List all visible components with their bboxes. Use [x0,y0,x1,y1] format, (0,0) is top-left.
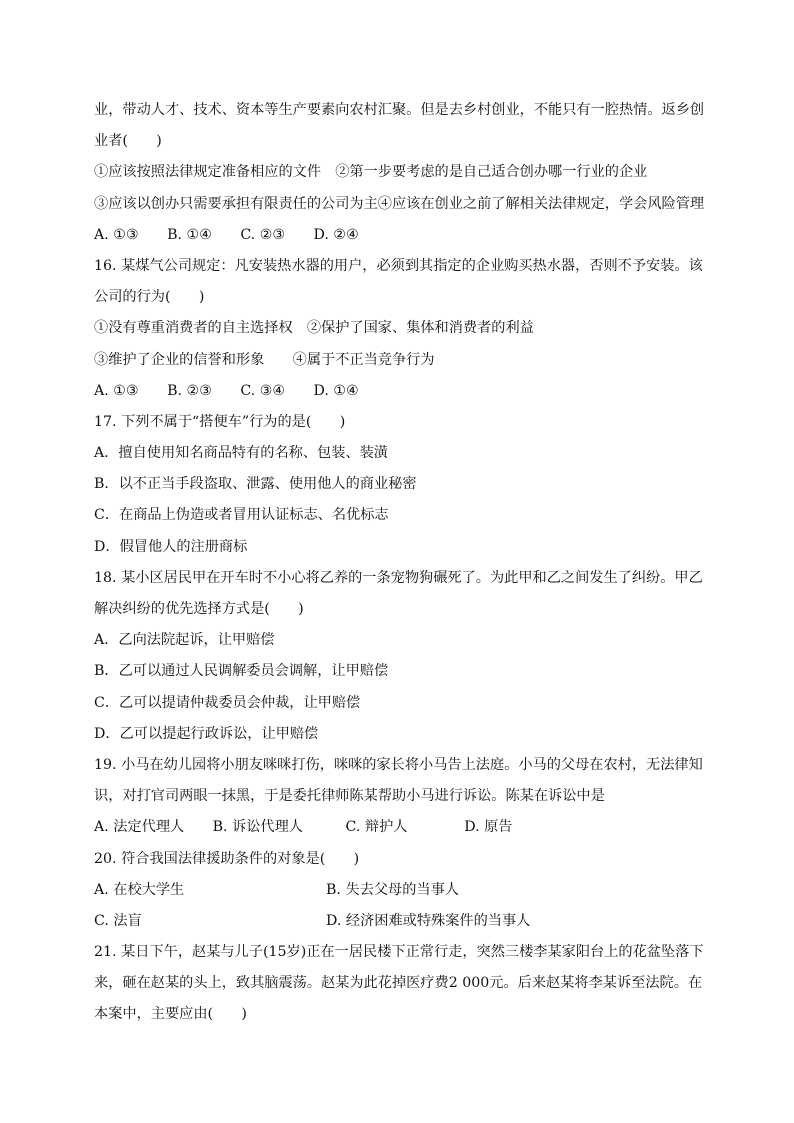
option-b: B．乙可以通过人民调解委员会调解，让甲赔偿 [94,663,389,680]
option-d: D．假冒他人的注册商标 [94,538,248,555]
option-c: C．在商品上伪造或者冒用认证标志、名优标志 [94,507,389,524]
question-text-block [94,95,704,1031]
text-line: 来，砸在赵某的头上，致其脑震荡。赵某为此花掉医疗费2 000元。后来赵某将李某诉至法院。在 [94,975,703,992]
text-line: 业者( ) [94,133,162,150]
option-c: C. 法盲 [94,912,142,929]
question-17: 17. 下列不属于“搭便车”行为的是( ) [94,413,346,430]
option-line: ①没有尊重消费者的自主选择权 ②保护了国家、集体和消费者的利益 [94,320,534,337]
text-line: 解决纠纷的优先选择方式是( ) [94,601,304,617]
text-line: 本案中，主要应由( ) [94,1006,247,1023]
option-row [94,875,704,906]
option-a: A. 在校大学生 [94,881,185,898]
answer-choices: A. 法定代理人 B. 诉讼代理人 C. 辩护人 D. 原告 [94,819,513,836]
answer-choices: A. ①③ B. ①④ C. ②③ D. ②④ [94,226,359,243]
question-16: 16. 某煤气公司规定：凡安装热水器的用户，必须到其指定的企业购买热水器，否则不予安装。该 [94,257,703,274]
option-b: B. 失去父母的当事人 [326,881,459,898]
option-a: A．擅自使用知名商品特有的名称、包装、装潢 [94,445,388,462]
option-a: A．乙向法院起诉，让甲赔偿 [94,632,275,649]
option-line: ③维护了企业的信誉和形象 ④属于不正当竞争行为 [94,351,435,368]
option-c: C．乙可以提请仲裁委员会仲裁，让甲赔偿 [94,694,361,711]
option-b: B．以不正当手段盗取、泄露、使用他人的商业秘密 [94,476,417,493]
text-line: 业，带动人才、技术、资本等生产要素向农村汇聚。但是去乡村创业，不能只有一腔热情。返乡创 [94,102,705,118]
question-20: 20. 符合我国法律援助条件的对象是( ) [94,850,360,867]
option-line: ①应该按照法律规定准备相应的文件 ②第一步要考虑的是自己适合创办哪一行业的企业 [94,164,648,181]
answer-choices: A. ①③ B. ②③ C. ③④ D. ①④ [94,382,359,399]
option-d: D．乙可以提起行政诉讼，让甲赔偿 [94,725,319,742]
option-line: ③应该以创办只需要承担有限责任的公司为主④应该在创业之前了解相关法律规定，学会风险管理 [94,195,705,212]
option-row [94,906,704,937]
option-d: D. 经济困难或特殊案件的当事人 [326,912,531,929]
text-line: 识，对打官司两眼一抹黑，于是委托律师陈某帮助小马进行诉讼。陈某在诉讼中是 [94,788,605,805]
question-21: 21. 某日下午，赵某与儿子(15岁)正在一居民楼下正常行走，突然三楼李某家阳台上的花盆坠落下 [94,944,704,961]
question-19: 19. 小马在幼儿园将小朋友咪咪打伤，咪咪的家长将小马告上法庭。小马的父母在农村，无法律知 [94,756,703,773]
question-18: 18. 某小区居民甲在开车时不小心将乙养的一条宠物狗碾死了。为此甲和乙之间发生了纠纷。甲乙 [94,569,703,586]
text-line: 公司的行为( ) [94,289,205,306]
